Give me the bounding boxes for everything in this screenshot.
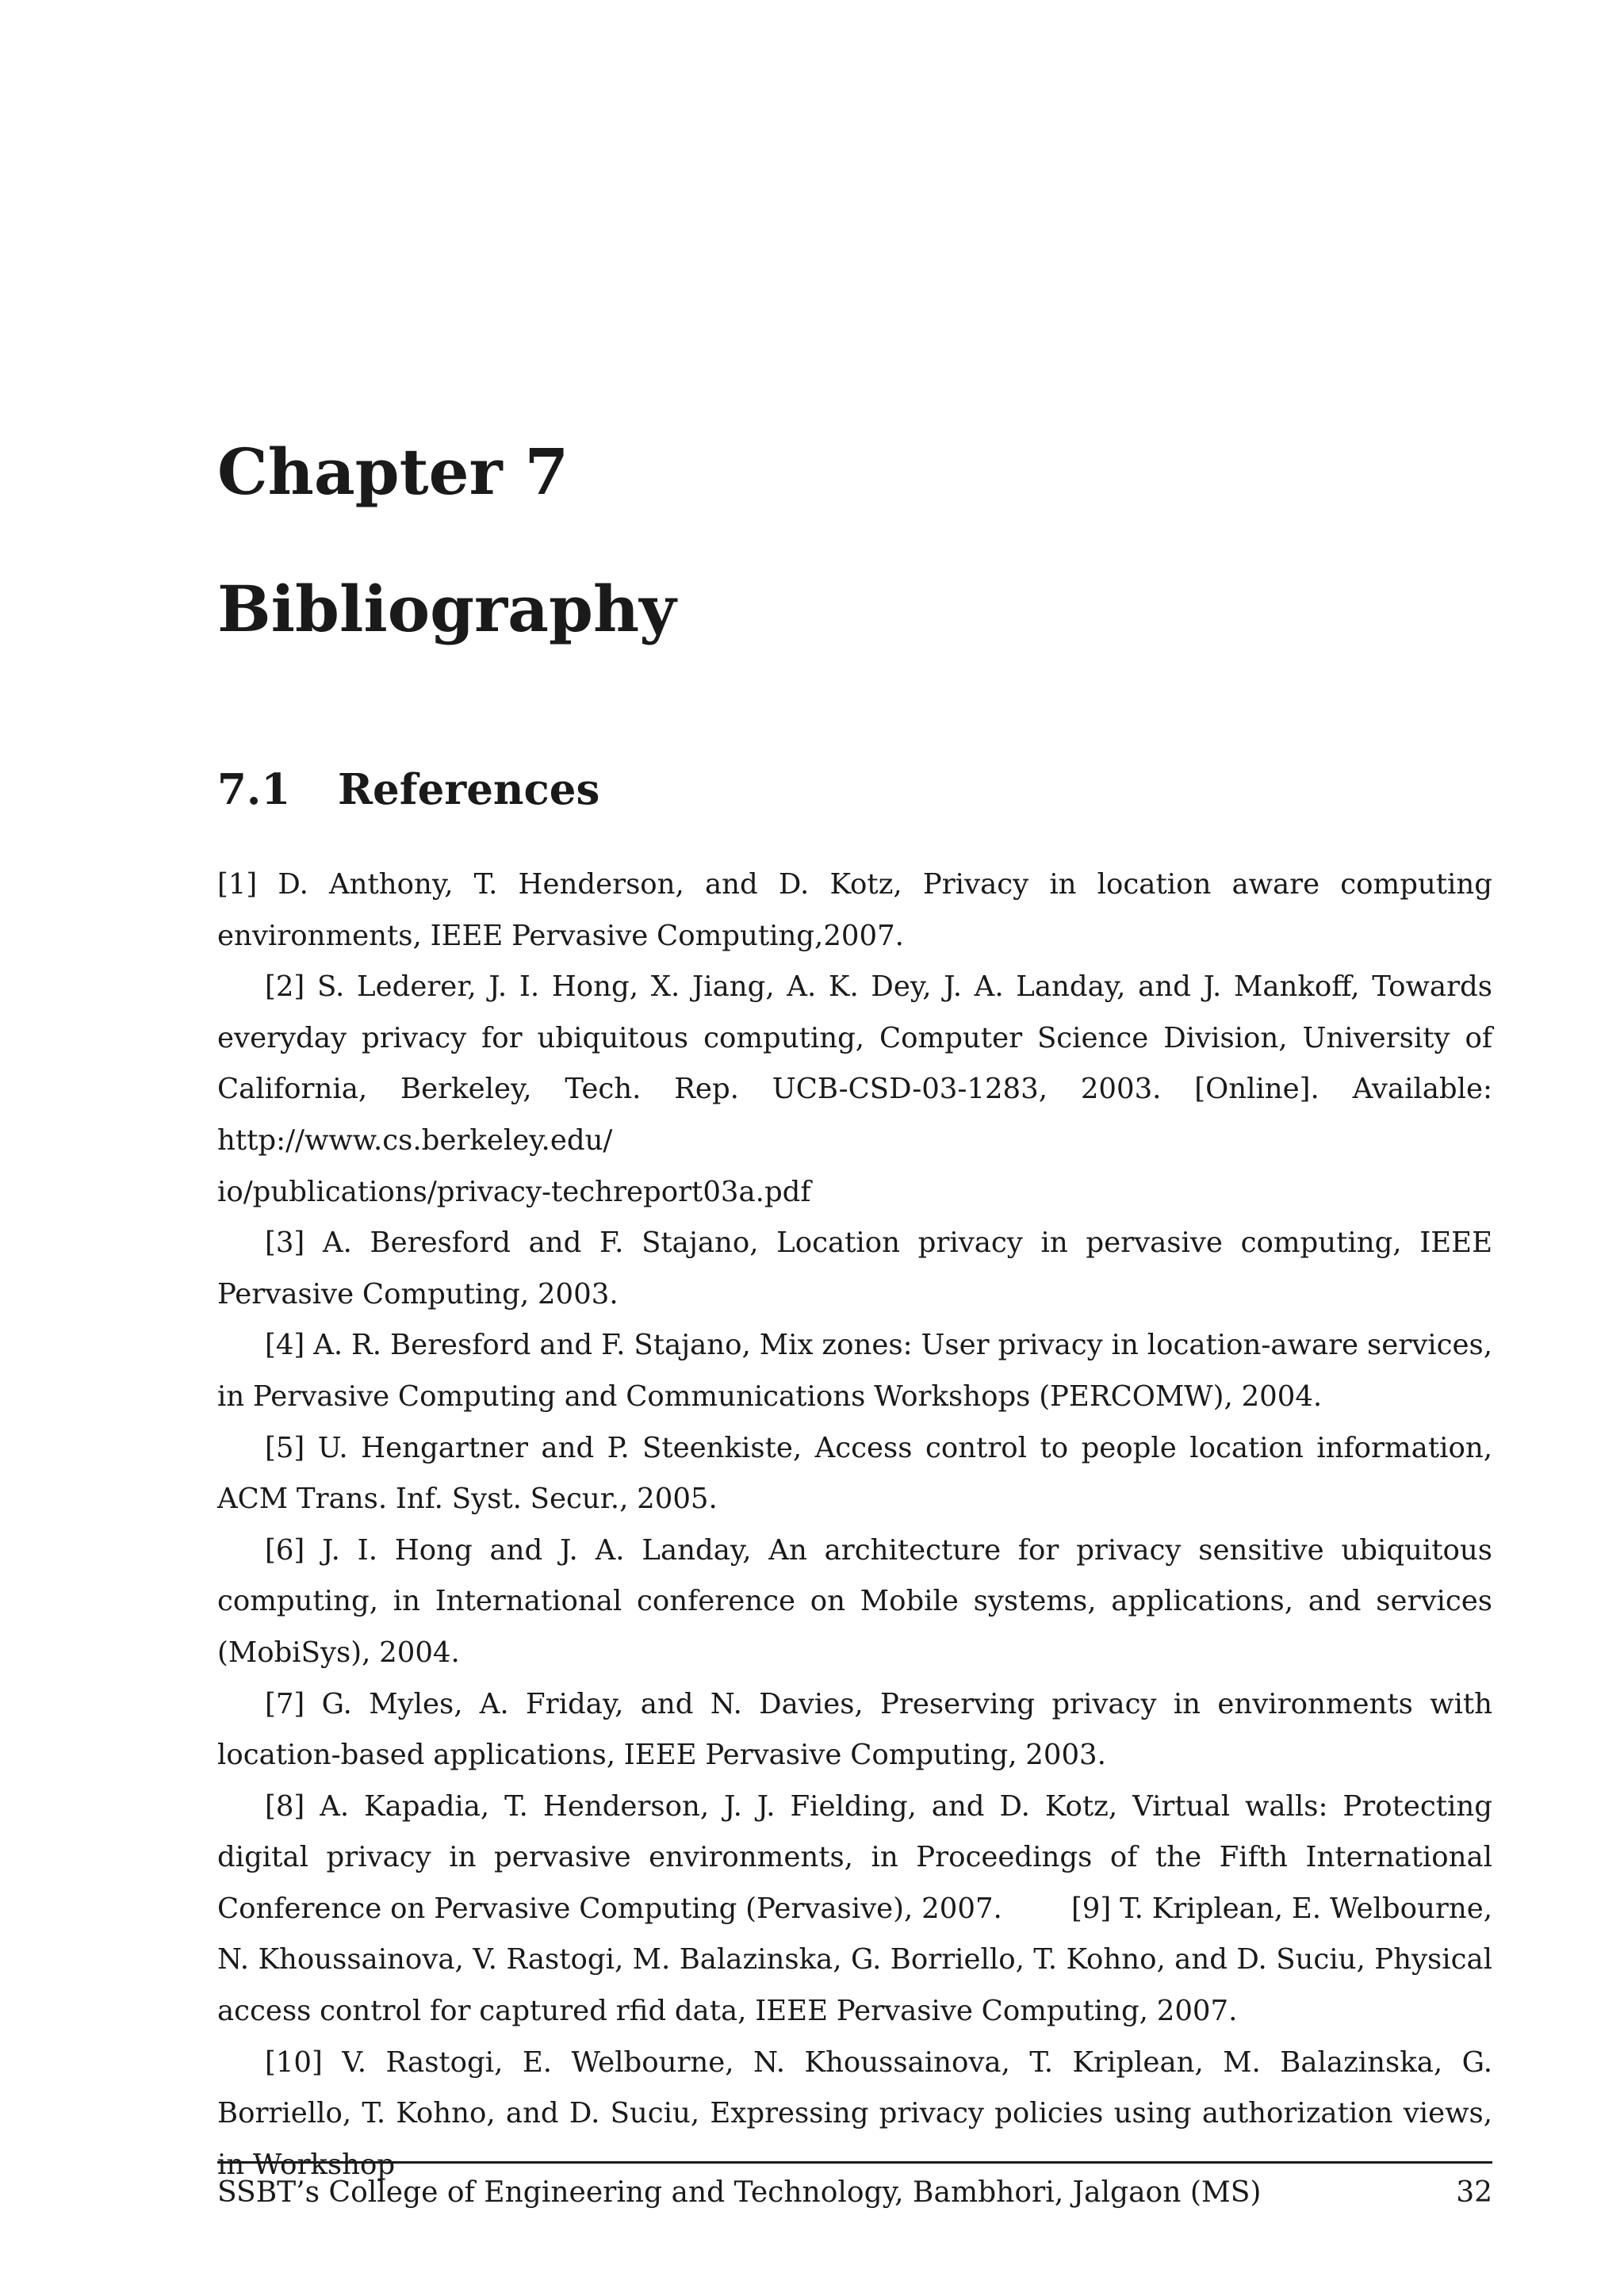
reference-text: [8] A. Kapadia, T. Henderson, J. J. Fielding, and D. Kotz, Virtual walls: Protecting digital privacy in pervasive environments, in Proceedings of the Fifth International Conference on Pervasive Computing (Pervasive), 2007. xyxy=(217,1789,1492,1925)
reference-entry: [3] A. Beresford and F. Stajano, Location privacy in pervasive computing, IEEE Pervasive Computing, 2003. xyxy=(217,1226,1492,1311)
section-title: References xyxy=(338,765,600,814)
footer-rule xyxy=(217,2161,1492,2164)
chapter-title: Bibliography xyxy=(217,572,676,646)
reference-entry: [7] G. Myles, A. Friday, and N. Davies, Preserving privacy in environments with location-based applications, IEEE Pervasive Computing, 2003. xyxy=(217,1687,1492,1772)
reference-entry: [4] A. R. Beresford and F. Stajano, Mix zones: User privacy in location-aware services, in Pervasive Computing and Communications Workshops (PERCOMW), 2004. xyxy=(217,1329,1492,1413)
page-number: 32 xyxy=(1456,2176,1492,2209)
reference-entry: [6] J. I. Hong and J. A. Landay, An architecture for privacy sensitive ubiquitous computing, in International conference on Mobile systems, applications, and services (MobiSys), 2004. xyxy=(217,1533,1492,1669)
reference-list xyxy=(217,859,1492,2191)
reference-entry xyxy=(217,1781,1492,2038)
reference-entry: [10] V. Rastogi, E. Welbourne, N. Khoussainova, T. Kriplean, M. Balazinska, G. Borriello, T. Kohno, and D. Suciu, Expressing privacy policies using authorization views, in Workshop xyxy=(217,2045,1492,2181)
chapter-label: Chapter 7 xyxy=(217,434,569,509)
reference-text: [9] T. Kriplean, E. Welbourne, N. Khoussainova, V. Rastogi, M. Balazinska, G. Borriello, T. Kohno, and D. Suciu, Physical access control for captured rfid data, IEEE Pervasive Computing, 2007. xyxy=(217,1892,1493,2028)
reference-entry: [5] U. Hengartner and P. Steenkiste, Access control to people location information, ACM Trans. Inf. Syst. Secur., 2005. xyxy=(217,1431,1492,1516)
section-number: 7.1 xyxy=(217,765,291,814)
reference-entry: [1] D. Anthony, T. Henderson, and D. Kotz, Privacy in location aware computing environments, IEEE Pervasive Computing,2007. xyxy=(217,868,1492,952)
footer-institution: SSBT’s College of Engineering and Technology, Bambhori, Jalgaon (MS) xyxy=(217,2176,1262,2209)
reference-continuation: io/publications/privacy-techreport03a.pdf xyxy=(217,1175,811,1208)
reference-entry xyxy=(217,962,1492,1218)
reference-text: [2] S. Lederer, J. I. Hong, X. Jiang, A. K. Dey, J. A. Landay, and J. Mankoff, Towards everyday privacy for ubiquitous computing, Computer Science Division, University of California, Berkeley, Tech. Rep. UCB-CSD-03-1283, 2003. [Online]. Available: http://www.cs.berkeley.edu/ xyxy=(217,970,1492,1157)
section-heading xyxy=(217,765,600,814)
